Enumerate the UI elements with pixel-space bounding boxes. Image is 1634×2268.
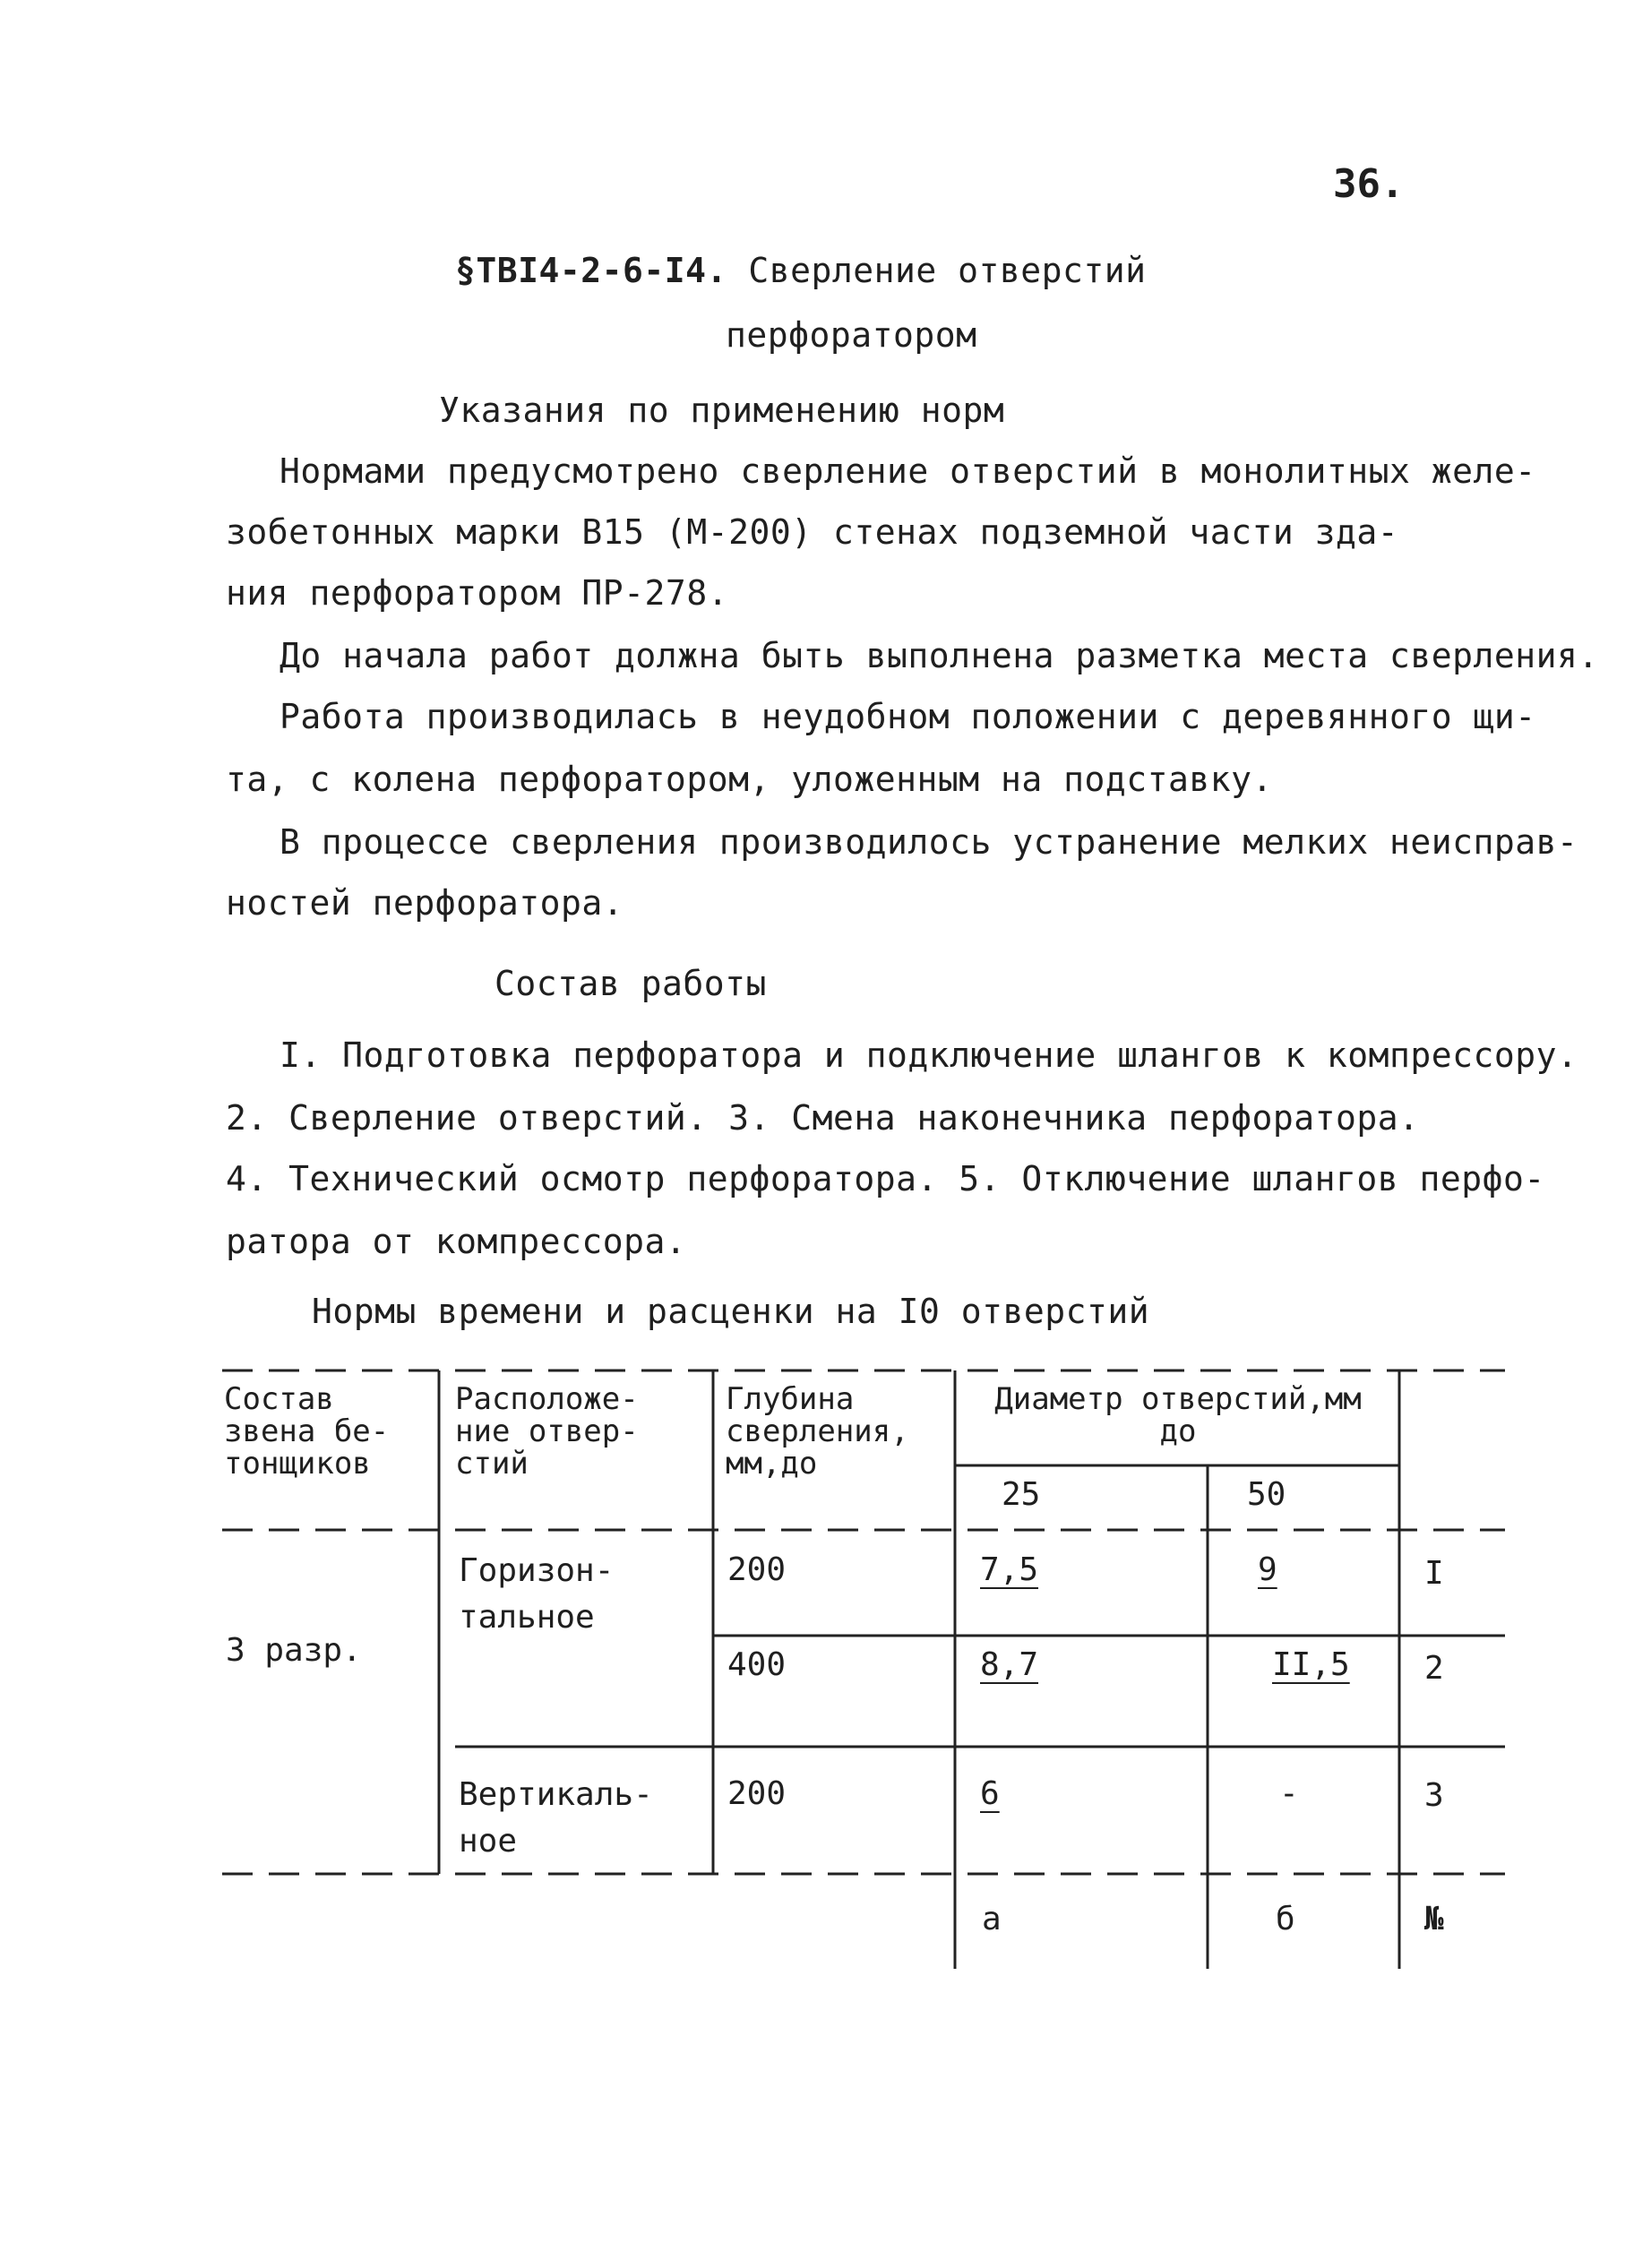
section-title-text: Сверление отверстий (748, 251, 1147, 290)
instructions-line: В процессе сверления производилось устранение мелких неисправ- (280, 822, 1578, 862)
header-diameter-50: 50 (1247, 1476, 1286, 1513)
instructions-line: ния перфоратором ПР-278. (226, 573, 729, 613)
row-value-50: II,5 (1272, 1646, 1350, 1683)
row-value-50: 9 (1258, 1551, 1277, 1588)
instructions-line: зобетонных марки В15 (М-200) стенах подземной части зда- (226, 512, 1399, 552)
row-depth: 200 (727, 1775, 787, 1812)
row-value-25: 6 (980, 1775, 1000, 1812)
section-title-line2: перфоратором (726, 315, 977, 355)
footer-col-a: а (982, 1901, 1002, 1937)
row-depth: 200 (727, 1551, 787, 1588)
header-position: Расположе- ние отвер- стий (455, 1381, 639, 1482)
header-diameter-25: 25 (1002, 1476, 1041, 1513)
row-position: Вертикаль- ное (459, 1776, 653, 1860)
row-number: 3 (1424, 1777, 1444, 1814)
footer-col-number: № (1424, 1901, 1444, 1937)
row-value-25: 7,5 (980, 1551, 1039, 1588)
page-number: 36. (1333, 161, 1405, 207)
header-crew: Состав звена бе- тонщиков (224, 1381, 390, 1482)
row-depth: 400 (727, 1646, 787, 1683)
instructions-line: Нормами предусмотрено сверление отверстий в монолитных желе- (280, 451, 1536, 491)
work-step-line: ратора от компрессора. (226, 1222, 687, 1261)
row-value-50: - (1279, 1775, 1299, 1812)
header-diameter: Диаметр отверстий,мм до (994, 1381, 1362, 1449)
crew-cell: 3 разр. (226, 1632, 362, 1669)
row-number: I (1424, 1555, 1444, 1592)
header-depth: Глубина сверления, мм,до (726, 1381, 909, 1482)
instructions-line: ностей перфоратора. (226, 883, 624, 923)
work-composition-heading: Состав работы (494, 964, 767, 1003)
row-number: 2 (1424, 1650, 1444, 1687)
work-step-line: 4. Технический осмотр перфоратора. 5. Отключение шлангов перфо- (226, 1159, 1545, 1198)
row-position: Горизон- тальное (459, 1552, 615, 1636)
instructions-line: та, с колена перфоратором, уложенным на подставку. (226, 760, 1273, 799)
work-step-line: 2. Сверление отверстий. 3. Смена наконечника перфоратора. (226, 1098, 1420, 1138)
row-value-25: 8,7 (980, 1646, 1039, 1683)
section-code: §ТВI4-2-6-I4. (455, 251, 727, 290)
instructions-line: До начала работ должна быть выполнена разметка места сверления. (280, 636, 1599, 675)
norms-heading: Нормы времени и расценки на I0 отверстий (312, 1292, 1150, 1331)
instructions-heading: Указания по применению норм (439, 391, 1005, 430)
work-step-line: I. Подготовка перфоратора и подключение шлангов к компрессору. (280, 1035, 1578, 1075)
footer-col-b: б (1276, 1901, 1295, 1937)
instructions-line: Работа производилась в неудобном положении с деревянного щи- (280, 697, 1536, 736)
